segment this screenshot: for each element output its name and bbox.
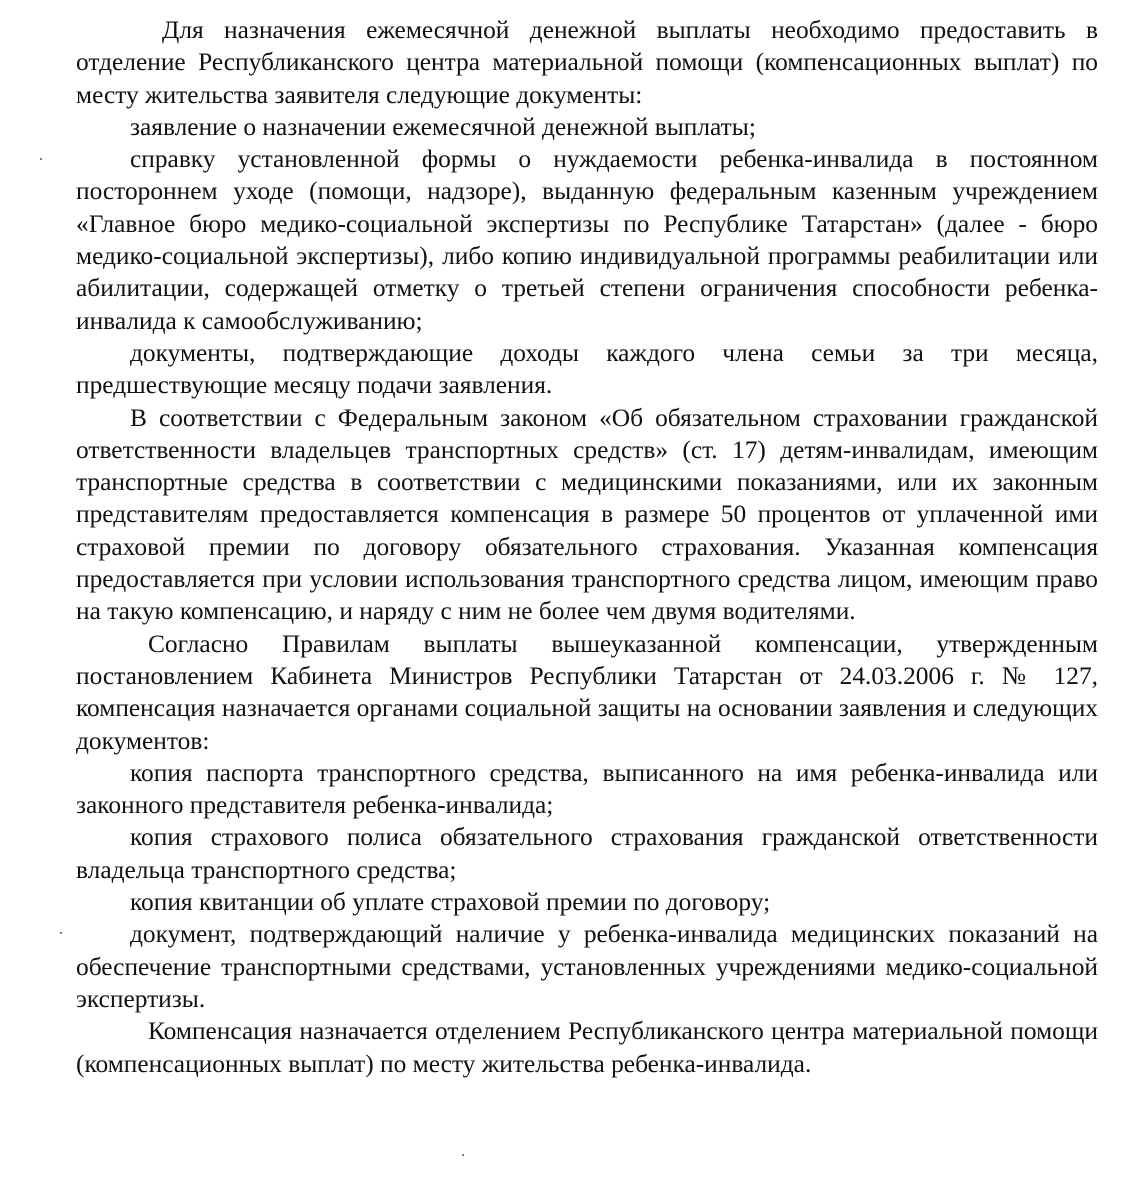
list-item-certificate: справку установленной формы о нуждаемости ребенка-инвалида в постоянном постороннем уходе (помощи, надзоре), выданную федеральным казенным учреждением «Главное бюро медико-социальной экспертизы по Республике Татарстан» (далее - бюро медико-социальной экспертизы), либо копию индивидуальной программы реабилитации или абилитации, содержащей отметку о третьей степени ограничения способности ребенка-инвалида к самообслуживанию; [76,145,1098,335]
paragraph-insurance-law: В соответствии с Федеральным законом «Об обязательном страховании гражданской ответственности владельцев транспортных средств» (ст. 17) детям-инвалидам, имеющим транспортные средства в соответствии с медицинскими показаниями, или их законным представителям предоставляется компенсация в размере 50 процентов от уплаченной ими страховой премии по договору обязательного страхования. Указанная компенсация предоставляется при условии использования транспортного средства лицом, имеющим право на такую компенсацию, и наряду с ним не более чем двумя водителями. [76,403,1098,626]
scan-speck [60,932,62,934]
document-page [76,14,1098,1080]
scan-speck [40,158,42,160]
paragraph-rules: Согласно Правилам выплаты вышеуказанной компенсации, утвержденным постановлением Кабинета Министров Республики Татарстан от 24.03.2006 г. № 127, компенсация назначается органами социальной защиты на основании заявления и следующих документов: [76,629,1098,755]
list-item-receipt: копия квитанции об уплате страховой премии по договору; [130,888,771,917]
paragraph-closing: Компенсация назначается отделением Республиканского центра материальной помощи (компенсационных выплат) по месту жительства ребенка-инвалида. [76,1017,1098,1078]
list-item-application: заявление о назначении ежемесячной денежной выплаты; [130,112,756,141]
scan-speck [462,1154,464,1156]
list-item-vehicle-passport: копия паспорта транспортного средства, выписанного на имя ребенка-инвалида или законного представителя ребенка-инвалида; [76,758,1098,820]
list-item-insurance-policy: копия страхового полиса обязательного страхования гражданской ответственности владельца транспортного средства; [76,823,1098,884]
list-item-medical: документ, подтверждающий наличие у ребенка-инвалида медицинских показаний на обеспечение транспортными средствами, установленных учреждениями медико-социальной экспертизы. [76,920,1098,1013]
paragraph-intro: Для назначения ежемесячной денежной выплаты необходимо предоставить в отделение Республиканского центра материальной помощи (компенсационных выплат) по месту жительства заявителя следующие документы: [76,16,1098,109]
list-item-income: документы, подтверждающие доходы каждого члена семьи за три месяца, предшествующие месяцу подачи заявления. [76,338,1098,400]
